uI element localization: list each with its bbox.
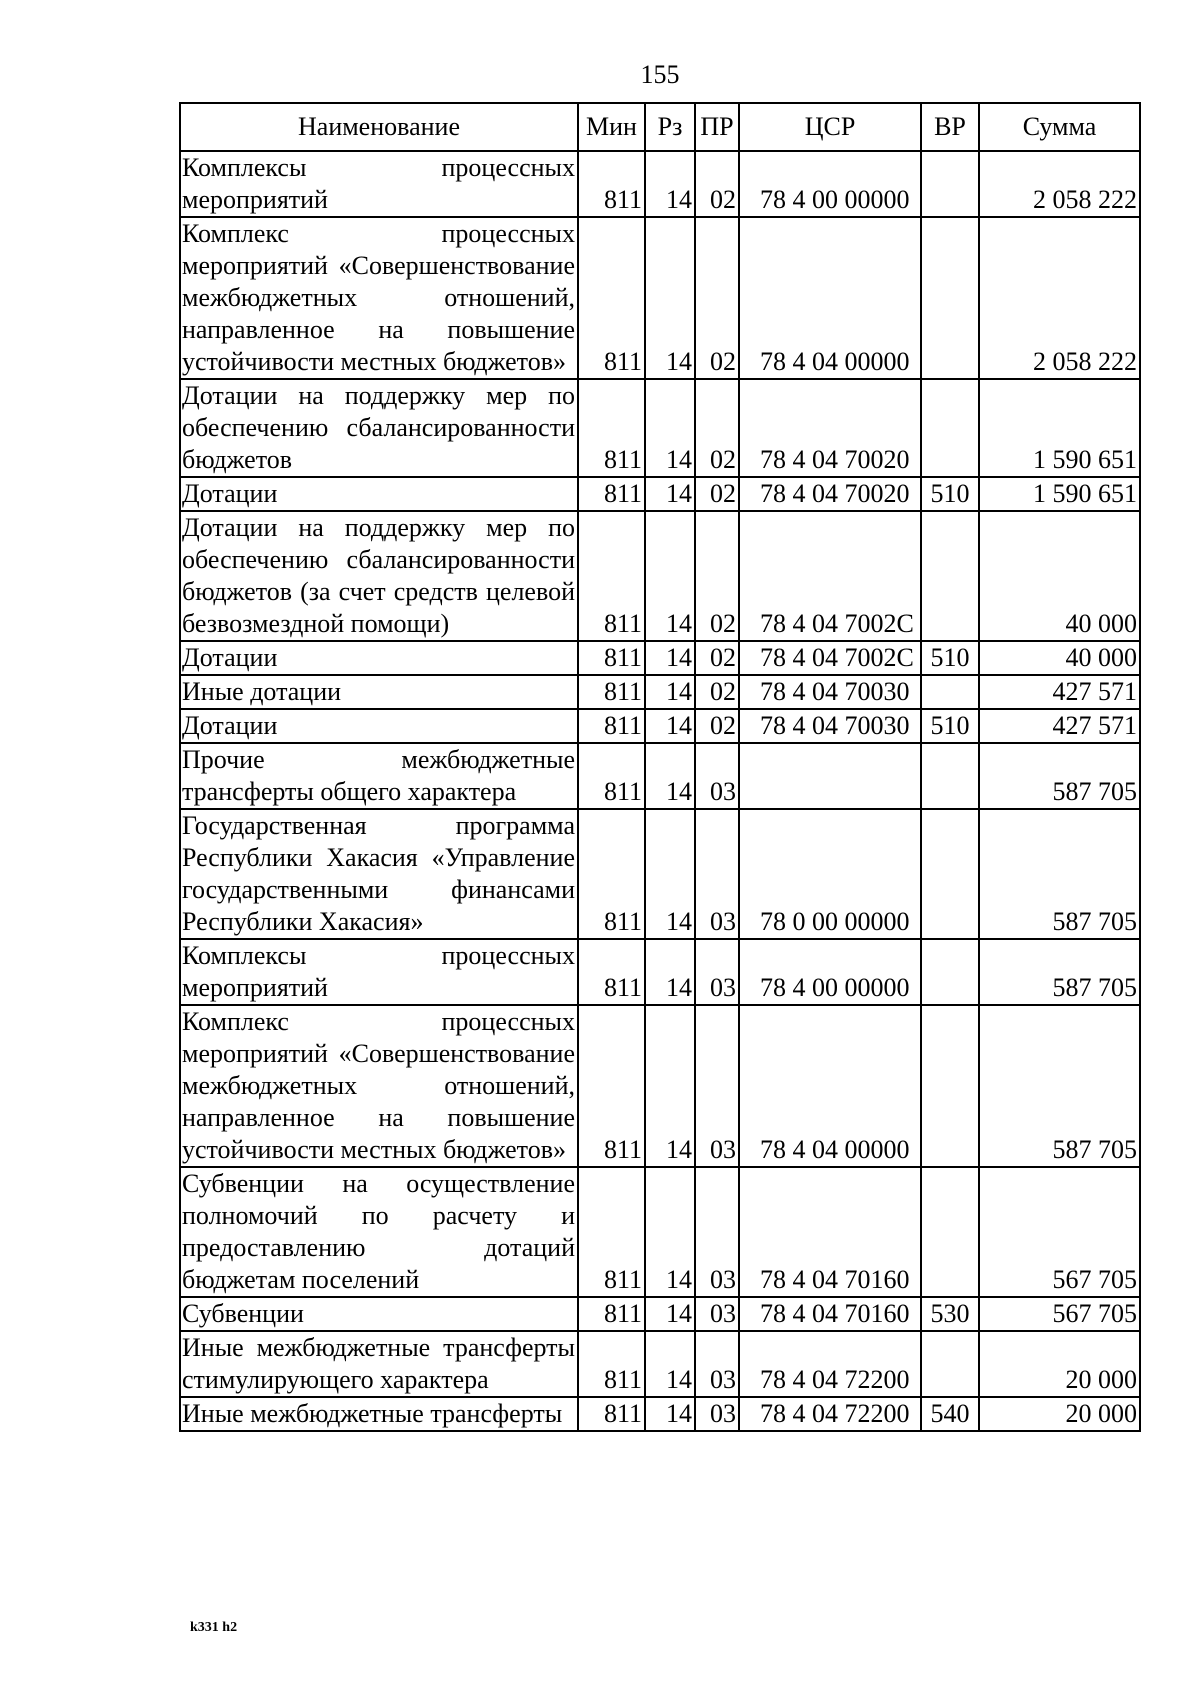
cell-name: Комплекс процессных мероприятий «Совершенствование межбюджетных отношений, направленное на повышение устойчивости местных бюджетов» (180, 217, 578, 379)
cell-csr: 78 4 04 70030 (739, 709, 921, 743)
cell-pr: 02 (695, 511, 739, 641)
cell-pr: 02 (695, 151, 739, 217)
cell-min: 811 (578, 743, 645, 809)
cell-rz: 14 (645, 1297, 695, 1331)
cell-pr: 02 (695, 477, 739, 511)
cell-name: Комплекс процессных мероприятий «Совершенствование межбюджетных отношений, направленное на повышение устойчивости местных бюджетов» (180, 1005, 578, 1167)
cell-min: 811 (578, 379, 645, 477)
cell-name: Дотации (180, 477, 578, 511)
cell-sum: 587 705 (979, 743, 1140, 809)
cell-csr: 78 4 04 00000 (739, 217, 921, 379)
cell-name: Прочие межбюджетные трансферты общего характера (180, 743, 578, 809)
cell-name: Субвенции на осуществление полномочий по расчету и предоставлению дотаций бюджетам поселений (180, 1167, 578, 1297)
cell-name: Субвенции (180, 1297, 578, 1331)
cell-csr: 78 4 04 72200 (739, 1397, 921, 1431)
header-vr: ВР (921, 103, 979, 151)
table-row (180, 511, 1140, 641)
cell-sum: 2 058 222 (979, 217, 1140, 379)
cell-pr: 02 (695, 641, 739, 675)
table-row (180, 641, 1140, 675)
cell-min: 811 (578, 1167, 645, 1297)
table-row (180, 939, 1140, 1005)
cell-min: 811 (578, 641, 645, 675)
header-min: Мин (578, 103, 645, 151)
cell-rz: 14 (645, 217, 695, 379)
cell-name: Комплексы процессных мероприятий (180, 151, 578, 217)
cell-vr (921, 1167, 979, 1297)
cell-rz: 14 (645, 675, 695, 709)
cell-sum: 587 705 (979, 939, 1140, 1005)
cell-csr: 78 4 00 00000 (739, 151, 921, 217)
cell-csr: 78 4 04 7002С (739, 511, 921, 641)
cell-rz: 14 (645, 1331, 695, 1397)
cell-min: 811 (578, 809, 645, 939)
cell-rz: 14 (645, 641, 695, 675)
cell-csr: 78 4 00 00000 (739, 939, 921, 1005)
cell-sum: 20 000 (979, 1331, 1140, 1397)
cell-sum: 1 590 651 (979, 477, 1140, 511)
cell-rz: 14 (645, 477, 695, 511)
table-row (180, 1297, 1140, 1331)
cell-csr: 78 4 04 70160 (739, 1297, 921, 1331)
cell-pr: 03 (695, 1167, 739, 1297)
cell-sum: 40 000 (979, 641, 1140, 675)
cell-vr (921, 1331, 979, 1397)
cell-pr: 03 (695, 809, 739, 939)
cell-min: 811 (578, 151, 645, 217)
cell-name: Дотации (180, 641, 578, 675)
cell-pr: 03 (695, 743, 739, 809)
cell-sum: 40 000 (979, 511, 1140, 641)
cell-vr (921, 217, 979, 379)
cell-vr (921, 675, 979, 709)
cell-name: Дотации (180, 709, 578, 743)
table-row (180, 1397, 1140, 1431)
cell-min: 811 (578, 217, 645, 379)
table-row (180, 151, 1140, 217)
cell-csr: 78 4 04 00000 (739, 1005, 921, 1167)
page-number: 155 (640, 60, 680, 89)
cell-vr: 510 (921, 477, 979, 511)
cell-rz: 14 (645, 939, 695, 1005)
cell-csr: 78 0 00 00000 (739, 809, 921, 939)
cell-min: 811 (578, 477, 645, 511)
header-name: Наименование (180, 103, 578, 151)
cell-csr: 78 4 04 70160 (739, 1167, 921, 1297)
cell-pr: 02 (695, 217, 739, 379)
cell-vr (921, 151, 979, 217)
cell-vr (921, 743, 979, 809)
cell-pr: 03 (695, 939, 739, 1005)
cell-rz: 14 (645, 511, 695, 641)
cell-name: Иные межбюджетные трансферты (180, 1397, 578, 1431)
cell-sum: 427 571 (979, 709, 1140, 743)
cell-csr (739, 743, 921, 809)
table-row (180, 1167, 1140, 1297)
table-row (180, 1005, 1140, 1167)
cell-rz: 14 (645, 1167, 695, 1297)
header-sum: Сумма (979, 103, 1140, 151)
cell-vr (921, 379, 979, 477)
cell-name: Комплексы процессных мероприятий (180, 939, 578, 1005)
cell-min: 811 (578, 1397, 645, 1431)
cell-pr: 03 (695, 1297, 739, 1331)
cell-vr (921, 511, 979, 641)
cell-vr (921, 939, 979, 1005)
table-row (180, 743, 1140, 809)
table-row (180, 709, 1140, 743)
cell-min: 811 (578, 1331, 645, 1397)
cell-min: 811 (578, 1297, 645, 1331)
header-rz: Рз (645, 103, 695, 151)
cell-name: Дотации на поддержку мер по обеспечению сбалансированности бюджетов (за счет средств целевой безвозмездной помощи) (180, 511, 578, 641)
cell-rz: 14 (645, 379, 695, 477)
cell-csr: 78 4 04 70020 (739, 477, 921, 511)
header-pr: ПР (695, 103, 739, 151)
cell-name: Иные межбюджетные трансферты стимулирующего характера (180, 1331, 578, 1397)
cell-name: Иные дотации (180, 675, 578, 709)
cell-name: Дотации на поддержку мер по обеспечению сбалансированности бюджетов (180, 379, 578, 477)
cell-pr: 03 (695, 1331, 739, 1397)
header-csr: ЦСР (739, 103, 921, 151)
cell-csr: 78 4 04 72200 (739, 1331, 921, 1397)
cell-rz: 14 (645, 809, 695, 939)
cell-sum: 1 590 651 (979, 379, 1140, 477)
cell-sum: 587 705 (979, 809, 1140, 939)
cell-pr: 03 (695, 1397, 739, 1431)
cell-sum: 567 705 (979, 1297, 1140, 1331)
table-row (180, 477, 1140, 511)
cell-sum: 427 571 (979, 675, 1140, 709)
cell-rz: 14 (645, 743, 695, 809)
cell-rz: 14 (645, 151, 695, 217)
cell-csr: 78 4 04 70020 (739, 379, 921, 477)
cell-name: Государственная программа Республики Хакасия «Управление государственными финансами Республики Хакасия» (180, 809, 578, 939)
cell-vr (921, 809, 979, 939)
cell-vr (921, 1005, 979, 1167)
cell-min: 811 (578, 511, 645, 641)
cell-min: 811 (578, 675, 645, 709)
cell-min: 811 (578, 1005, 645, 1167)
cell-vr: 530 (921, 1297, 979, 1331)
cell-vr: 510 (921, 709, 979, 743)
cell-pr: 02 (695, 675, 739, 709)
cell-pr: 02 (695, 379, 739, 477)
table-row (180, 675, 1140, 709)
cell-sum: 567 705 (979, 1167, 1140, 1297)
cell-sum: 2 058 222 (979, 151, 1140, 217)
table-row (180, 217, 1140, 379)
footer-code: k331 h2 (190, 1620, 238, 1635)
cell-vr: 510 (921, 641, 979, 675)
cell-sum: 587 705 (979, 1005, 1140, 1167)
table-row (180, 379, 1140, 477)
table-row (180, 1331, 1140, 1397)
cell-rz: 14 (645, 709, 695, 743)
cell-min: 811 (578, 709, 645, 743)
cell-vr: 540 (921, 1397, 979, 1431)
cell-rz: 14 (645, 1397, 695, 1431)
cell-csr: 78 4 04 7002С (739, 641, 921, 675)
cell-rz: 14 (645, 1005, 695, 1167)
cell-csr: 78 4 04 70030 (739, 675, 921, 709)
cell-pr: 02 (695, 709, 739, 743)
cell-sum: 20 000 (979, 1397, 1140, 1431)
budget-table (179, 102, 1141, 1432)
cell-min: 811 (578, 939, 645, 1005)
table-row (180, 809, 1140, 939)
cell-pr: 03 (695, 1005, 739, 1167)
table-header-row (180, 103, 1140, 151)
